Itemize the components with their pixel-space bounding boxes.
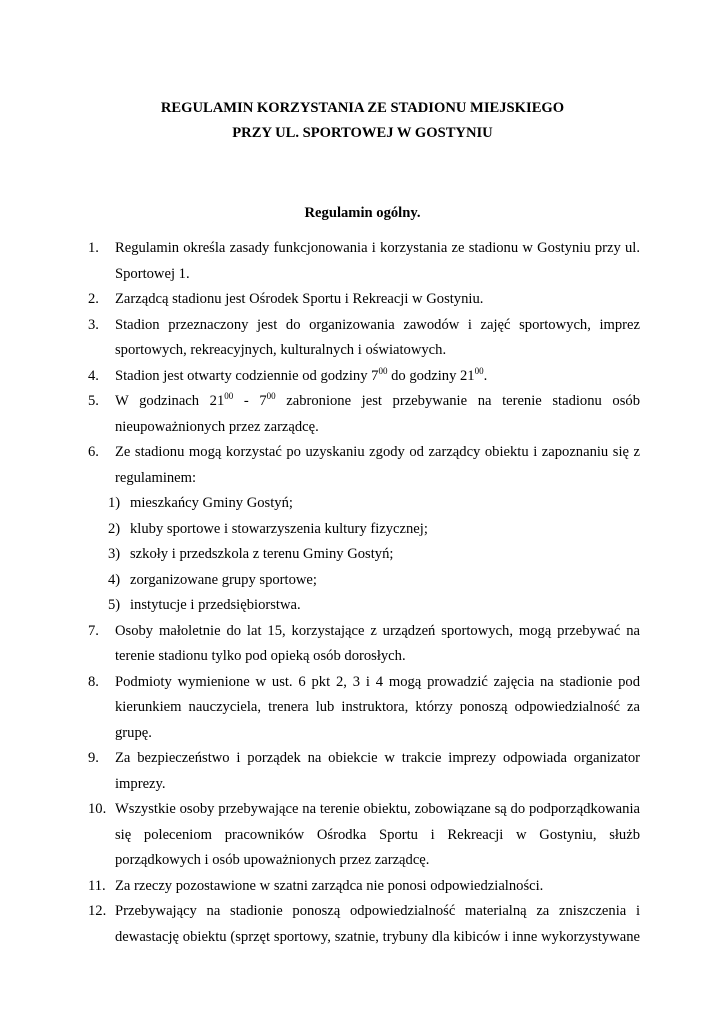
item-number: 12. <box>88 903 107 919</box>
item-text-part: . <box>483 367 488 384</box>
regulation-list <box>88 236 640 950</box>
item-number: 1. <box>88 240 99 256</box>
list-item <box>88 746 640 797</box>
item-text: Zarządcą stadionu jest Ośrodek Sportu i Rekreacji w Gostyniu. <box>115 291 484 307</box>
list-item <box>88 313 640 364</box>
item-text: Wszystkie osoby przebywające na terenie obiektu, zobowiązane są do podporządkowania się poleceniom pracowników Ośrodka Sportu i Rekreacji w Gostyniu, służb porządkowych i osób upoważnionych przez zarządcę. <box>115 801 640 868</box>
item-number: 8. <box>88 673 99 690</box>
item-text: Regulamin określa zasady funkcjonowania i korzystania ze stadionu w Gostyniu przy ul. Sportowej 1. <box>115 240 640 282</box>
item-text-part: - 7 <box>233 393 267 409</box>
sub-item-text: kluby sportowe i stowarzyszenia kultury fizycznej; <box>130 520 428 537</box>
sub-item-text: instytucje i przedsiębiorstwa. <box>130 597 301 613</box>
section-heading: Regulamin ogólny. <box>304 205 421 221</box>
item-text: Stadion przeznaczony jest do organizowania zawodów i zajęć sportowych, imprez sportowych, rekreacyjnych, kulturalnych i oświatowych. <box>115 316 640 358</box>
document-title-line2: PRZY UL. SPORTOWEJ W GOSTYNIU <box>232 125 493 141</box>
sub-list-item <box>88 593 640 619</box>
list-item <box>88 440 640 491</box>
item-number: 6. <box>88 444 99 460</box>
list-item <box>88 899 640 950</box>
item-number: 3. <box>88 316 99 333</box>
sub-item-number: 3) <box>108 546 121 562</box>
document-title-line1: REGULAMIN KORZYSTANIA ZE STADIONU MIEJSKIEGO <box>160 100 565 116</box>
list-item <box>88 364 640 390</box>
list-item <box>88 874 640 900</box>
item-text: Osoby małoletnie do lat 15, korzystające z urządzeń sportowych, mogą przebywać na terenie stadionu tylko pod opieką osób dorosłych. <box>115 622 640 664</box>
item-text-part: zabronione jest przebywanie na terenie stadionu osób nieupoważnionych przez zarządcę. <box>115 393 640 435</box>
item-text-part: W godzinach 21 <box>115 393 225 409</box>
item-number: 10. <box>88 801 107 817</box>
sub-item-text: zorganizowane grupy sportowe; <box>130 571 317 588</box>
item-text: Ze stadionu mogą korzystać po uzyskaniu zgody od zarządcy obiektu i zapoznaniu się z regulaminem: <box>115 444 640 486</box>
superscript: 00 <box>474 365 484 376</box>
sub-item-number: 1) <box>108 495 121 511</box>
item-number: 11. <box>88 877 106 894</box>
sub-list-item <box>88 568 640 594</box>
sub-list-item <box>88 491 640 517</box>
item-text-part: do godziny 21 <box>387 367 475 384</box>
list-item <box>88 797 640 874</box>
list-item <box>88 287 640 313</box>
item-number: 2. <box>88 291 99 307</box>
item-text: Za bezpieczeństwo i porządek na obiekcie w trakcie imprezy odpowiada organizator imprezy. <box>115 750 640 792</box>
sub-item-number: 5) <box>108 597 121 613</box>
list-item <box>88 236 640 287</box>
list-item <box>88 670 640 747</box>
superscript: 00 <box>224 391 234 401</box>
item-text-part: Stadion jest otwarty codziennie od godziny 7 <box>115 367 379 384</box>
list-item <box>88 389 640 440</box>
superscript: 00 <box>266 391 276 401</box>
item-number: 4. <box>88 367 99 384</box>
item-text: Podmioty wymienione w ust. 6 pkt 2, 3 i 4 mogą prowadzić zajęcia na stadionie pod kierunkiem nauczyciela, trenera lub instruktora, którzy ponoszą odpowiedzialność za grupę. <box>115 673 640 741</box>
item-text: Za rzeczy pozostawione w szatni zarządca nie ponosi odpowiedzialności. <box>115 877 544 894</box>
sub-item-text: szkoły i przedszkola z terenu Gminy Gostyń; <box>130 546 394 562</box>
item-number: 5. <box>88 393 99 409</box>
sub-list-item <box>88 517 640 543</box>
item-number: 9. <box>88 750 99 766</box>
sub-item-text: mieszkańcy Gminy Gostyń; <box>130 495 293 511</box>
superscript: 00 <box>378 365 388 376</box>
list-item <box>88 619 640 670</box>
sub-item-number: 2) <box>108 520 121 537</box>
item-number: 7. <box>88 622 99 639</box>
sub-item-number: 4) <box>108 571 121 588</box>
item-text: Przebywający na stadionie ponoszą odpowiedzialność materialną za zniszczenia i dewastację obiektu (sprzęt sportowy, szatnie, trybuny dla kibiców i inne wykorzystywane <box>115 903 640 945</box>
sub-list-item <box>88 542 640 568</box>
